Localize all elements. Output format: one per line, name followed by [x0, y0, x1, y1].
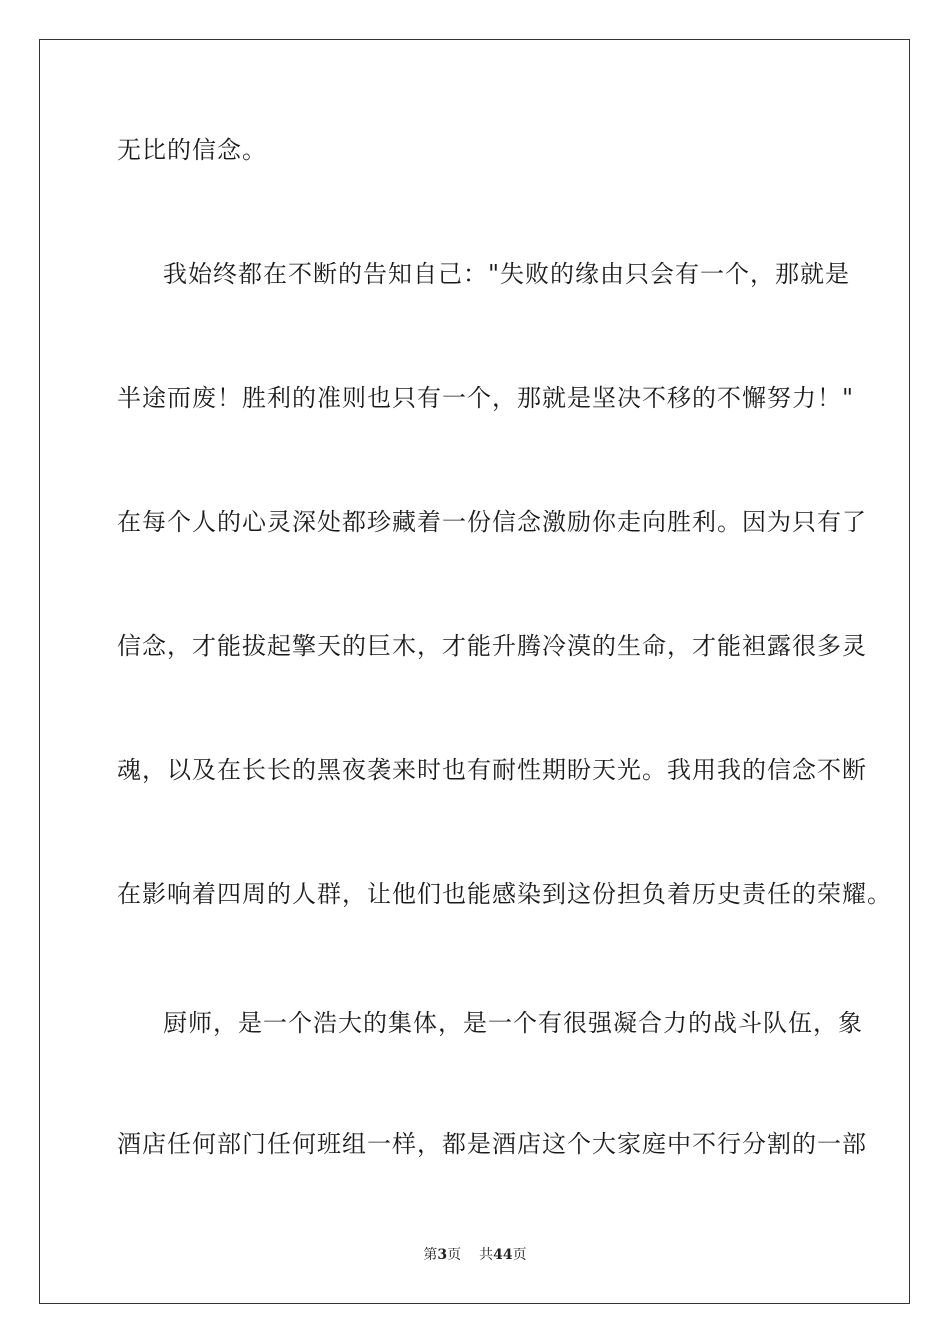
text-line-8: 厨师，是一个浩大的集体，是一个有很强凝合力的战斗队伍，象 — [163, 1009, 863, 1037]
page-suffix: 页 — [447, 1247, 462, 1263]
text-line-2: 我始终都在不断的告知自己："失败的缘由只会有一个，那就是 — [163, 260, 851, 288]
text-line-5: 信念，才能拔起擎天的巨木，才能升腾冷漠的生命，才能袒露很多灵 — [117, 632, 867, 660]
text-line-4: 在每个人的心灵深处都珍藏着一份信念激励你走向胜利。因为只有了 — [117, 508, 867, 536]
text-line-1: 无比的信念。 — [117, 136, 267, 164]
page-prefix: 第 — [423, 1247, 438, 1263]
page-number: 3 — [437, 1247, 448, 1263]
text-line-7: 在影响着四周的人群，让他们也能感染到这份担负着历史责任的荣耀。 — [117, 880, 892, 908]
text-line-3: 半途而废！胜利的准则也只有一个，那就是坚决不移的不懈努力！" — [117, 384, 855, 412]
total-pages: 44 — [493, 1247, 513, 1263]
text-line-9: 酒店任何部门任何班组一样，都是酒店这个大家庭中不行分割的一部 — [117, 1130, 867, 1158]
page-footer — [0, 1246, 950, 1264]
text-line-6: 魂，以及在长长的黑夜袭来时也有耐性期盼天光。我用我的信念不断 — [117, 756, 867, 784]
total-suffix: 页 — [512, 1247, 527, 1263]
total-prefix: 共 — [479, 1247, 494, 1263]
page-border — [39, 39, 910, 1304]
